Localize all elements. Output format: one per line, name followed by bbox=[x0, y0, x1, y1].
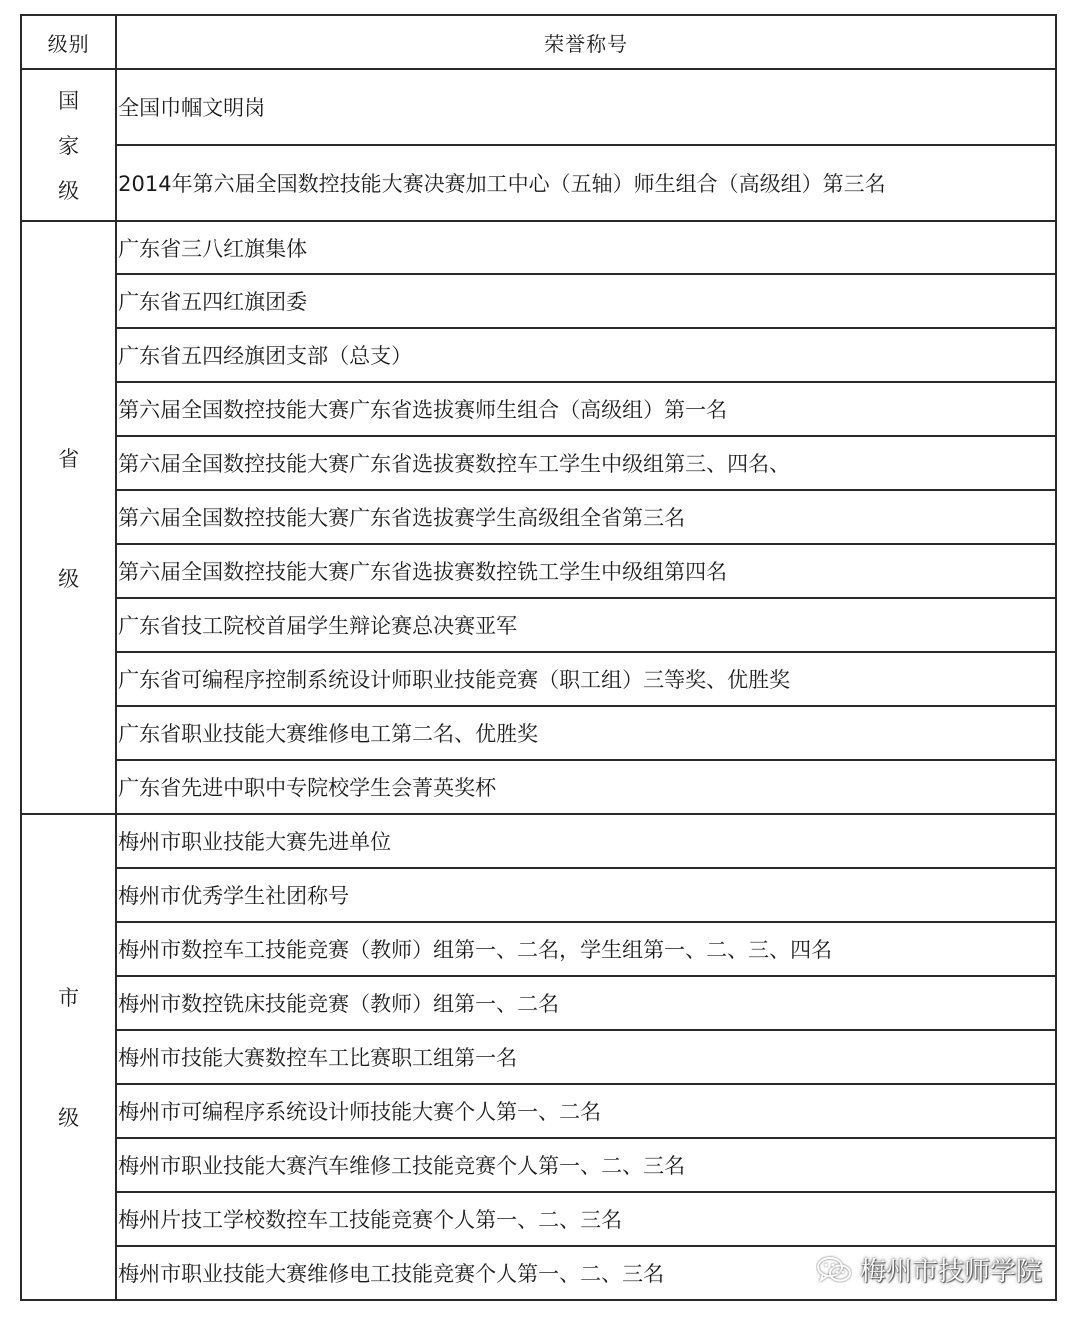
watermark-text: 梅州市技师学院 bbox=[859, 1257, 1042, 1287]
honor-title: 广东省职业技能大赛维修电工第二名、优胜奖 bbox=[116, 706, 1056, 760]
level-char: 市 bbox=[58, 986, 80, 1010]
honor-title: 梅州片技工学校数控车工技能竞赛个人第一、二、三名 bbox=[116, 1192, 1056, 1246]
honor-title: 全国巾帼文明岗 bbox=[116, 69, 1056, 145]
level-char: 级 bbox=[58, 566, 80, 591]
table-row bbox=[21, 382, 1056, 436]
honor-title: 广东省五四经旗团支部（总支） bbox=[116, 328, 1056, 382]
honor-title: 梅州市职业技能大赛维修电工技能竞赛个人第一、二、三名 bbox=[116, 1246, 1056, 1300]
honor-title: 广东省先进中职中专院校学生会菁英奖杯 bbox=[116, 760, 1056, 814]
honor-title: 梅州市优秀学生社团称号 bbox=[116, 868, 1056, 922]
table-row bbox=[21, 145, 1056, 221]
honor-title: 广东省三八红旗集体 bbox=[116, 221, 1056, 274]
table-row bbox=[21, 1030, 1056, 1084]
level-char: 家 bbox=[58, 134, 80, 158]
watermark bbox=[816, 1251, 1042, 1288]
honor-title: 第六届全国数控技能大赛广东省选拔赛学生高级组全省第三名 bbox=[116, 490, 1056, 544]
honor-title: 梅州市职业技能大赛先进单位 bbox=[116, 814, 1056, 868]
level-char: 省 bbox=[58, 446, 80, 471]
table-row bbox=[21, 760, 1056, 814]
table-row bbox=[21, 544, 1056, 598]
honor-title: 广东省可编程序控制系统设计师职业技能竞赛（职工组）三等奖、优胜奖 bbox=[116, 652, 1056, 706]
level-char: 级 bbox=[58, 1106, 80, 1130]
honor-title: 广东省五四红旗团委 bbox=[116, 274, 1056, 328]
table-row bbox=[21, 1138, 1056, 1192]
table-row bbox=[21, 1192, 1056, 1246]
table-row bbox=[21, 274, 1056, 328]
honor-title: 梅州市可编程序系统设计师技能大赛个人第一、二名 bbox=[116, 1084, 1056, 1138]
header-title: 荣誉称号 bbox=[116, 15, 1056, 69]
table-row bbox=[21, 490, 1056, 544]
table-header-row bbox=[21, 15, 1056, 69]
table-row bbox=[21, 69, 1056, 145]
table-row bbox=[21, 652, 1056, 706]
level-char: 级 bbox=[58, 179, 80, 203]
honor-title: 第六届全国数控技能大赛广东省选拔赛数控铣工学生中级组第四名 bbox=[116, 544, 1056, 598]
table-row bbox=[21, 922, 1056, 976]
table-row bbox=[21, 976, 1056, 1030]
honor-title: 2014年第六届全国数控技能大赛决赛加工中心（五轴）师生组合（高级组）第三名 bbox=[116, 145, 1056, 221]
table-row bbox=[21, 868, 1056, 922]
honor-title: 梅州市职业技能大赛汽车维修工技能竞赛个人第一、二、三名 bbox=[116, 1138, 1056, 1192]
honor-title: 梅州市技能大赛数控车工比赛职工组第一名 bbox=[116, 1030, 1056, 1084]
honor-title: 梅州市数控铣床技能竞赛（教师）组第一、二名 bbox=[116, 976, 1056, 1030]
table-row bbox=[21, 706, 1056, 760]
table-row bbox=[21, 1084, 1056, 1138]
honor-title: 广东省技工院校首届学生辩论赛总决赛亚军 bbox=[116, 598, 1056, 652]
honor-title: 第六届全国数控技能大赛广东省选拔赛数控车工学生中级组第三、四名、 bbox=[116, 436, 1056, 490]
wechat-icon bbox=[816, 1255, 852, 1285]
level-city bbox=[21, 814, 116, 1300]
honor-title: 第六届全国数控技能大赛广东省选拔赛师生组合（高级组）第一名 bbox=[116, 382, 1056, 436]
table-row bbox=[21, 221, 1056, 274]
honor-title: 梅州市数控车工技能竞赛（教师）组第一、二名，学生组第一、二、三、四名 bbox=[116, 922, 1056, 976]
table-row bbox=[21, 598, 1056, 652]
level-national bbox=[21, 69, 116, 221]
table-row bbox=[21, 814, 1056, 868]
level-char: 国 bbox=[58, 89, 80, 113]
header-level: 级别 bbox=[21, 15, 116, 69]
honor-table bbox=[20, 14, 1057, 1301]
table-row bbox=[21, 436, 1056, 490]
level-provincial bbox=[21, 221, 116, 814]
table-row bbox=[21, 328, 1056, 382]
